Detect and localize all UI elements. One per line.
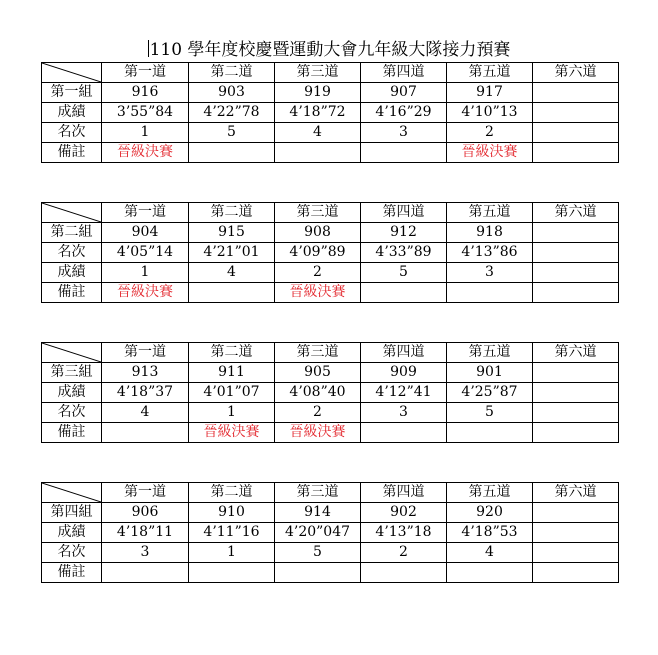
remark-cell bbox=[275, 563, 361, 583]
result-row bbox=[42, 423, 619, 443]
team-cell: 920 bbox=[447, 503, 533, 523]
result-cell: 5 bbox=[189, 123, 275, 143]
remark-cell bbox=[447, 283, 533, 303]
lane-header: 第五道 bbox=[447, 343, 533, 363]
result-cell bbox=[533, 523, 619, 543]
remark-cell bbox=[533, 563, 619, 583]
result-cell: 1 bbox=[189, 543, 275, 563]
remark-cell: 晉級決賽 bbox=[102, 143, 189, 163]
lane-header: 第二道 bbox=[189, 483, 275, 503]
row-label: 名次 bbox=[42, 123, 102, 143]
heat-table bbox=[41, 62, 619, 163]
heat-table bbox=[41, 482, 619, 583]
result-cell: 3’55”84 bbox=[102, 103, 189, 123]
remark-cell bbox=[533, 143, 619, 163]
result-row bbox=[42, 283, 619, 303]
lane-header: 第一道 bbox=[102, 203, 189, 223]
result-cell: 4’18”11 bbox=[102, 523, 189, 543]
remark-cell bbox=[361, 283, 447, 303]
result-cell: 4’22”78 bbox=[189, 103, 275, 123]
group-label: 第四組 bbox=[42, 503, 102, 523]
result-cell bbox=[533, 383, 619, 403]
team-cell bbox=[533, 223, 619, 243]
result-cell: 1 bbox=[189, 403, 275, 423]
team-row bbox=[42, 223, 619, 243]
result-cell: 2 bbox=[447, 123, 533, 143]
result-cell: 1 bbox=[102, 263, 189, 283]
result-cell: 5 bbox=[275, 543, 361, 563]
row-label: 成績 bbox=[42, 523, 102, 543]
result-cell: 4’18”53 bbox=[447, 523, 533, 543]
remark-cell bbox=[533, 423, 619, 443]
lane-header-row bbox=[42, 343, 619, 363]
result-cell: 4’05”14 bbox=[102, 243, 189, 263]
result-cell: 4 bbox=[275, 123, 361, 143]
corner-cell bbox=[42, 63, 102, 83]
team-cell: 911 bbox=[189, 363, 275, 383]
remark-cell bbox=[275, 143, 361, 163]
remark-cell bbox=[361, 563, 447, 583]
title-text: 110 學年度校慶暨運動大會九年級大隊接力預賽 bbox=[149, 40, 511, 60]
diagonal-line bbox=[42, 203, 101, 222]
result-cell: 4 bbox=[447, 543, 533, 563]
remark-cell: 晉級決賽 bbox=[275, 283, 361, 303]
result-cell: 4’25”87 bbox=[447, 383, 533, 403]
lane-header: 第六道 bbox=[533, 483, 619, 503]
lane-header: 第三道 bbox=[275, 343, 361, 363]
result-cell bbox=[533, 263, 619, 283]
lane-header: 第四道 bbox=[361, 483, 447, 503]
result-cell: 4’01”07 bbox=[189, 383, 275, 403]
result-cell: 2 bbox=[361, 543, 447, 563]
diagonal-line bbox=[42, 483, 101, 502]
result-cell: 4’12”41 bbox=[361, 383, 447, 403]
lane-header: 第三道 bbox=[275, 63, 361, 83]
team-cell: 903 bbox=[189, 83, 275, 103]
team-cell bbox=[533, 83, 619, 103]
remark-cell bbox=[361, 423, 447, 443]
team-cell: 909 bbox=[361, 363, 447, 383]
row-label: 備註 bbox=[42, 143, 102, 163]
remark-cell: 晉級決賽 bbox=[275, 423, 361, 443]
page-title bbox=[0, 40, 658, 60]
result-row bbox=[42, 123, 619, 143]
result-cell: 2 bbox=[275, 403, 361, 423]
result-cell: 4’10”13 bbox=[447, 103, 533, 123]
row-label: 成績 bbox=[42, 103, 102, 123]
group-label: 第二組 bbox=[42, 223, 102, 243]
remark-cell bbox=[447, 563, 533, 583]
result-cell: 4’08”40 bbox=[275, 383, 361, 403]
team-cell: 912 bbox=[361, 223, 447, 243]
result-cell: 4’13”86 bbox=[447, 243, 533, 263]
lane-header: 第一道 bbox=[102, 63, 189, 83]
result-cell: 4’21”01 bbox=[189, 243, 275, 263]
diagonal-line bbox=[42, 63, 101, 82]
remark-cell: 晉級決賽 bbox=[102, 283, 189, 303]
result-row bbox=[42, 523, 619, 543]
lane-header: 第五道 bbox=[447, 483, 533, 503]
team-cell: 919 bbox=[275, 83, 361, 103]
row-label: 備註 bbox=[42, 423, 102, 443]
result-cell: 4’33”89 bbox=[361, 243, 447, 263]
text-cursor bbox=[148, 40, 149, 57]
result-cell bbox=[533, 403, 619, 423]
team-row bbox=[42, 83, 619, 103]
result-row bbox=[42, 243, 619, 263]
remark-cell bbox=[533, 283, 619, 303]
result-cell: 4 bbox=[189, 263, 275, 283]
team-row bbox=[42, 363, 619, 383]
result-row bbox=[42, 563, 619, 583]
result-row bbox=[42, 403, 619, 423]
group-label: 第三組 bbox=[42, 363, 102, 383]
row-label: 名次 bbox=[42, 543, 102, 563]
team-cell: 905 bbox=[275, 363, 361, 383]
team-cell: 914 bbox=[275, 503, 361, 523]
row-label: 名次 bbox=[42, 243, 102, 263]
team-cell: 916 bbox=[102, 83, 189, 103]
result-cell: 4’18”37 bbox=[102, 383, 189, 403]
result-cell: 3 bbox=[102, 543, 189, 563]
team-cell: 913 bbox=[102, 363, 189, 383]
team-cell: 904 bbox=[102, 223, 189, 243]
remark-cell: 晉級決賽 bbox=[189, 423, 275, 443]
lane-header-row bbox=[42, 63, 619, 83]
row-label: 備註 bbox=[42, 563, 102, 583]
result-cell: 4 bbox=[102, 403, 189, 423]
team-cell: 902 bbox=[361, 503, 447, 523]
remark-cell bbox=[102, 423, 189, 443]
result-cell: 4’18”72 bbox=[275, 103, 361, 123]
result-row bbox=[42, 263, 619, 283]
heat-table bbox=[41, 342, 619, 443]
result-row bbox=[42, 543, 619, 563]
result-cell bbox=[533, 123, 619, 143]
remark-cell bbox=[189, 563, 275, 583]
team-cell: 917 bbox=[447, 83, 533, 103]
remark-cell: 晉級決賽 bbox=[447, 143, 533, 163]
team-cell: 908 bbox=[275, 223, 361, 243]
lane-header-row bbox=[42, 203, 619, 223]
team-cell: 901 bbox=[447, 363, 533, 383]
lane-header: 第五道 bbox=[447, 63, 533, 83]
heat-table bbox=[41, 202, 619, 303]
lane-header: 第三道 bbox=[275, 483, 361, 503]
team-cell bbox=[533, 503, 619, 523]
result-cell: 5 bbox=[361, 263, 447, 283]
result-cell: 3 bbox=[361, 403, 447, 423]
diagonal-line bbox=[42, 343, 101, 362]
result-cell bbox=[533, 243, 619, 263]
remark-cell bbox=[102, 563, 189, 583]
lane-header: 第一道 bbox=[102, 343, 189, 363]
team-cell: 907 bbox=[361, 83, 447, 103]
lane-header: 第六道 bbox=[533, 63, 619, 83]
group-label: 第一組 bbox=[42, 83, 102, 103]
result-cell: 4’11”16 bbox=[189, 523, 275, 543]
team-cell bbox=[533, 363, 619, 383]
result-cell bbox=[533, 543, 619, 563]
lane-header: 第二道 bbox=[189, 203, 275, 223]
corner-cell bbox=[42, 483, 102, 503]
result-cell: 3 bbox=[361, 123, 447, 143]
team-cell: 915 bbox=[189, 223, 275, 243]
remark-cell bbox=[447, 423, 533, 443]
result-cell bbox=[533, 103, 619, 123]
result-cell: 4’09”89 bbox=[275, 243, 361, 263]
lane-header: 第一道 bbox=[102, 483, 189, 503]
team-cell: 918 bbox=[447, 223, 533, 243]
remark-cell bbox=[189, 283, 275, 303]
corner-cell bbox=[42, 203, 102, 223]
result-cell: 4’20”047 bbox=[275, 523, 361, 543]
result-cell: 1 bbox=[102, 123, 189, 143]
lane-header: 第五道 bbox=[447, 203, 533, 223]
lane-header: 第二道 bbox=[189, 63, 275, 83]
team-row bbox=[42, 503, 619, 523]
row-label: 成績 bbox=[42, 263, 102, 283]
lane-header: 第六道 bbox=[533, 343, 619, 363]
lane-header: 第四道 bbox=[361, 343, 447, 363]
result-row bbox=[42, 103, 619, 123]
lane-header: 第六道 bbox=[533, 203, 619, 223]
lane-header: 第四道 bbox=[361, 203, 447, 223]
lane-header: 第二道 bbox=[189, 343, 275, 363]
lane-header: 第三道 bbox=[275, 203, 361, 223]
lane-header-row bbox=[42, 483, 619, 503]
lane-header: 第四道 bbox=[361, 63, 447, 83]
result-row bbox=[42, 383, 619, 403]
result-row bbox=[42, 143, 619, 163]
remark-cell bbox=[361, 143, 447, 163]
row-label: 備註 bbox=[42, 283, 102, 303]
result-cell: 4’16”29 bbox=[361, 103, 447, 123]
result-cell: 4’13”18 bbox=[361, 523, 447, 543]
row-label: 成績 bbox=[42, 383, 102, 403]
result-cell: 5 bbox=[447, 403, 533, 423]
team-cell: 910 bbox=[189, 503, 275, 523]
corner-cell bbox=[42, 343, 102, 363]
team-cell: 906 bbox=[102, 503, 189, 523]
row-label: 名次 bbox=[42, 403, 102, 423]
result-cell: 2 bbox=[275, 263, 361, 283]
remark-cell bbox=[189, 143, 275, 163]
result-cell: 3 bbox=[447, 263, 533, 283]
